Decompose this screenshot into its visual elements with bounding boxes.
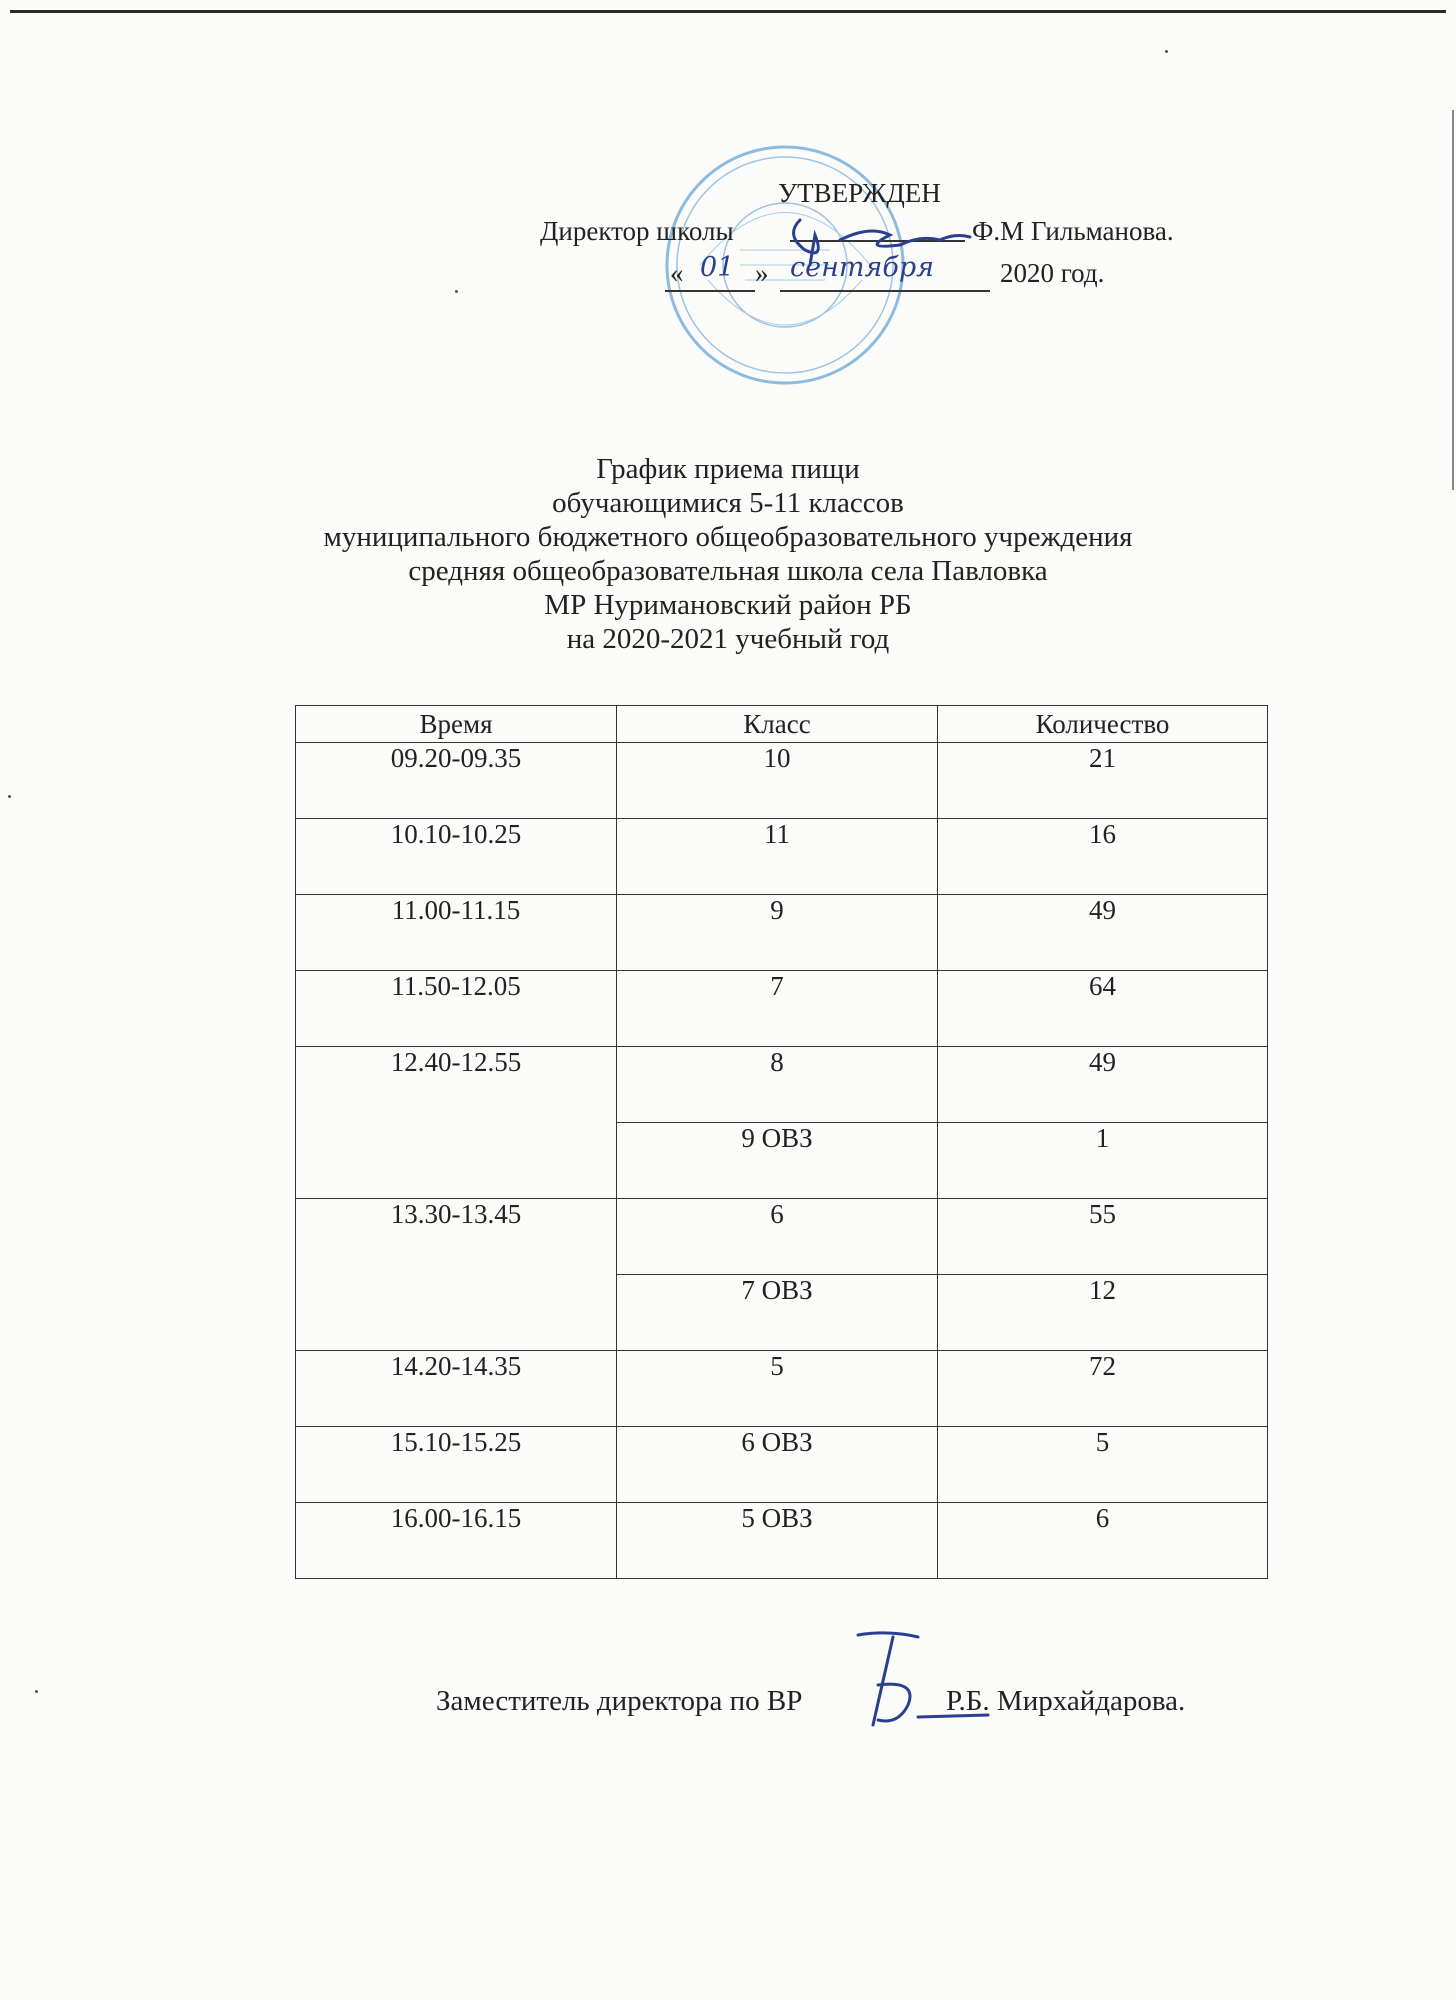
table-row [296, 1351, 1268, 1427]
table-row [296, 1503, 1268, 1579]
date-day-underline [665, 290, 755, 292]
cell-count: 49 [938, 1047, 1268, 1123]
table-row [296, 971, 1268, 1047]
director-signature [780, 205, 990, 275]
column-header-time: Время [296, 706, 617, 743]
cell-time: 09.20-09.35 [296, 743, 617, 819]
cell-class: 7 ОВЗ [617, 1275, 938, 1351]
date-day: 01 [700, 252, 735, 283]
date-month-underline [780, 290, 990, 292]
cell-count: 72 [938, 1351, 1268, 1427]
heading-line: средняя общеобразовательная школа села Павловка [408, 555, 1048, 587]
scan-speck [8, 795, 11, 798]
table-row [296, 819, 1268, 895]
cell-count: 64 [938, 971, 1268, 1047]
cell-time: 13.30-13.45 [296, 1199, 617, 1351]
cell-class: 6 [617, 1199, 938, 1275]
scan-right-edge [1452, 110, 1454, 490]
scan-speck [455, 290, 458, 293]
cell-count: 5 [938, 1427, 1268, 1503]
director-name: Ф.М Гильманова. [972, 216, 1174, 246]
cell-count: 49 [938, 895, 1268, 971]
meal-schedule-table [295, 705, 1268, 1579]
cell-class: 9 ОВЗ [617, 1123, 938, 1199]
scan-speck [35, 1690, 38, 1693]
cell-time: 10.10-10.25 [296, 819, 617, 895]
cell-class: 11 [617, 819, 938, 895]
column-header-count: Количество [938, 706, 1268, 743]
deputy-signature [848, 1625, 998, 1735]
cell-time: 16.00-16.15 [296, 1503, 617, 1579]
director-label: Директор школы [540, 216, 734, 246]
date-year: 2020 год. [1000, 258, 1105, 288]
table-row [296, 743, 1268, 819]
table-row [296, 1047, 1268, 1123]
cell-class: 9 [617, 895, 938, 971]
heading-line: на 2020-2021 учебный год [566, 623, 890, 655]
date-month: сентября [790, 252, 935, 283]
scan-speck [1165, 50, 1168, 53]
cell-class: 5 [617, 1351, 938, 1427]
table-row [296, 1199, 1268, 1275]
cell-time: 15.10-15.25 [296, 1427, 617, 1503]
cell-count: 21 [938, 743, 1268, 819]
deputy-position: Заместитель директора по ВР [436, 1685, 803, 1717]
cell-class: 5 ОВЗ [617, 1503, 938, 1579]
cell-class: 6 ОВЗ [617, 1427, 938, 1503]
date-open-quote: « [670, 258, 684, 288]
cell-count: 6 [938, 1503, 1268, 1579]
heading-line: муниципального бюджетного общеобразовательного учреждения [323, 521, 1133, 553]
document-heading [0, 452, 1456, 656]
cell-count: 55 [938, 1199, 1268, 1275]
cell-time: 12.40-12.55 [296, 1047, 617, 1199]
deputy-name: Р.Б. Мирхайдарова. [946, 1685, 1186, 1717]
cell-class: 10 [617, 743, 938, 819]
table-row [296, 895, 1268, 971]
column-header-class: Класс [617, 706, 938, 743]
cell-time: 14.20-14.35 [296, 1351, 617, 1427]
cell-time: 11.00-11.15 [296, 895, 617, 971]
date-close-quote: » [755, 258, 769, 288]
heading-line: График приема пищи [596, 453, 860, 485]
scan-top-border [10, 10, 1446, 13]
approval-title: УТВЕРЖДЕН [778, 178, 941, 208]
cell-class: 8 [617, 1047, 938, 1123]
table-row [296, 1427, 1268, 1503]
heading-line: МР Нуримановский район РБ [544, 589, 912, 621]
cell-count: 16 [938, 819, 1268, 895]
cell-time: 11.50-12.05 [296, 971, 617, 1047]
table-header-row [296, 706, 1268, 743]
cell-count: 1 [938, 1123, 1268, 1199]
cell-count: 12 [938, 1275, 1268, 1351]
heading-line: обучающимися 5-11 классов [552, 487, 904, 519]
cell-class: 7 [617, 971, 938, 1047]
